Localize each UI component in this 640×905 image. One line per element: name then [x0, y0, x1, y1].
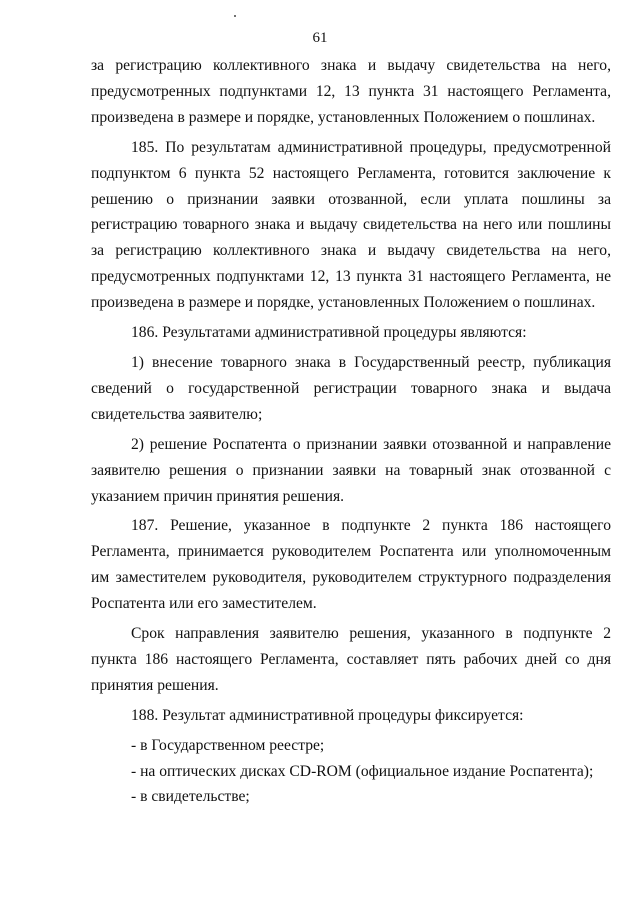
page-number: 61: [312, 30, 328, 46]
body-text: [91, 53, 611, 810]
paragraph-188: 188. Результат административной процедуры фиксируется:: [131, 706, 524, 724]
paragraph-186-item-2: 2) решение Роспатента о признании заявки отозванной и направление заявителю решения о признании заявки на товарный знак отозванной с указанием причин принятия решения.: [91, 435, 611, 505]
paragraph-185: 185. По результатам административной процедуры, предусмотренной подпунктом 6 пункта 52 настоящего Регламента, готовится заключение к решению о признании заявки отозванной, если уплата пошлины за регистрацию товарного знака и выдачу свидетельства на него или пошлины за регистрацию коллективного знака и выдачу свидетельства на него, предусмотренных подпунктами 12, 13 пункта 31 настоящего Регламента, не произведена в размере и порядке, установленных Положением о пошлинах.: [91, 138, 611, 312]
list-item: - на оптических дисках CD-ROM (официальное издание Роспатента);: [131, 762, 594, 780]
paragraph-continuation: за регистрацию коллективного знака и выдачу свидетельства на него, предусмотренных подпунктами 12, 13 пункта 31 настоящего Регламента, произведена в размере и порядке, установленных Положением о пошлинах.: [91, 57, 611, 126]
paragraph-186: 186. Результатами административной процедуры являются:: [131, 324, 527, 342]
paragraph-deadline: Срок направления заявителю решения, указанного в подпункте 2 пункта 186 настоящего Регламента, составляет пять рабочих дней со дня принятия решения.: [91, 625, 611, 694]
list-item: - в Государственном реестре;: [131, 736, 325, 754]
paragraph-187: 187. Решение, указанное в подпункте 2 пункта 186 настоящего Регламента, принимается руководителем Роспатента или уполномоченным им заместителем руководителя, руководителем структурного подразделения Роспатента или его заместителем.: [91, 517, 611, 613]
list-item: - в свидетельстве;: [131, 788, 250, 806]
paragraph-186-item-1: 1) внесение товарного знака в Государственный реестр, публикация сведений о государственной регистрации товарного знака и выдача свидетельства заявителю;: [91, 353, 611, 423]
scan-speck: [234, 15, 236, 17]
